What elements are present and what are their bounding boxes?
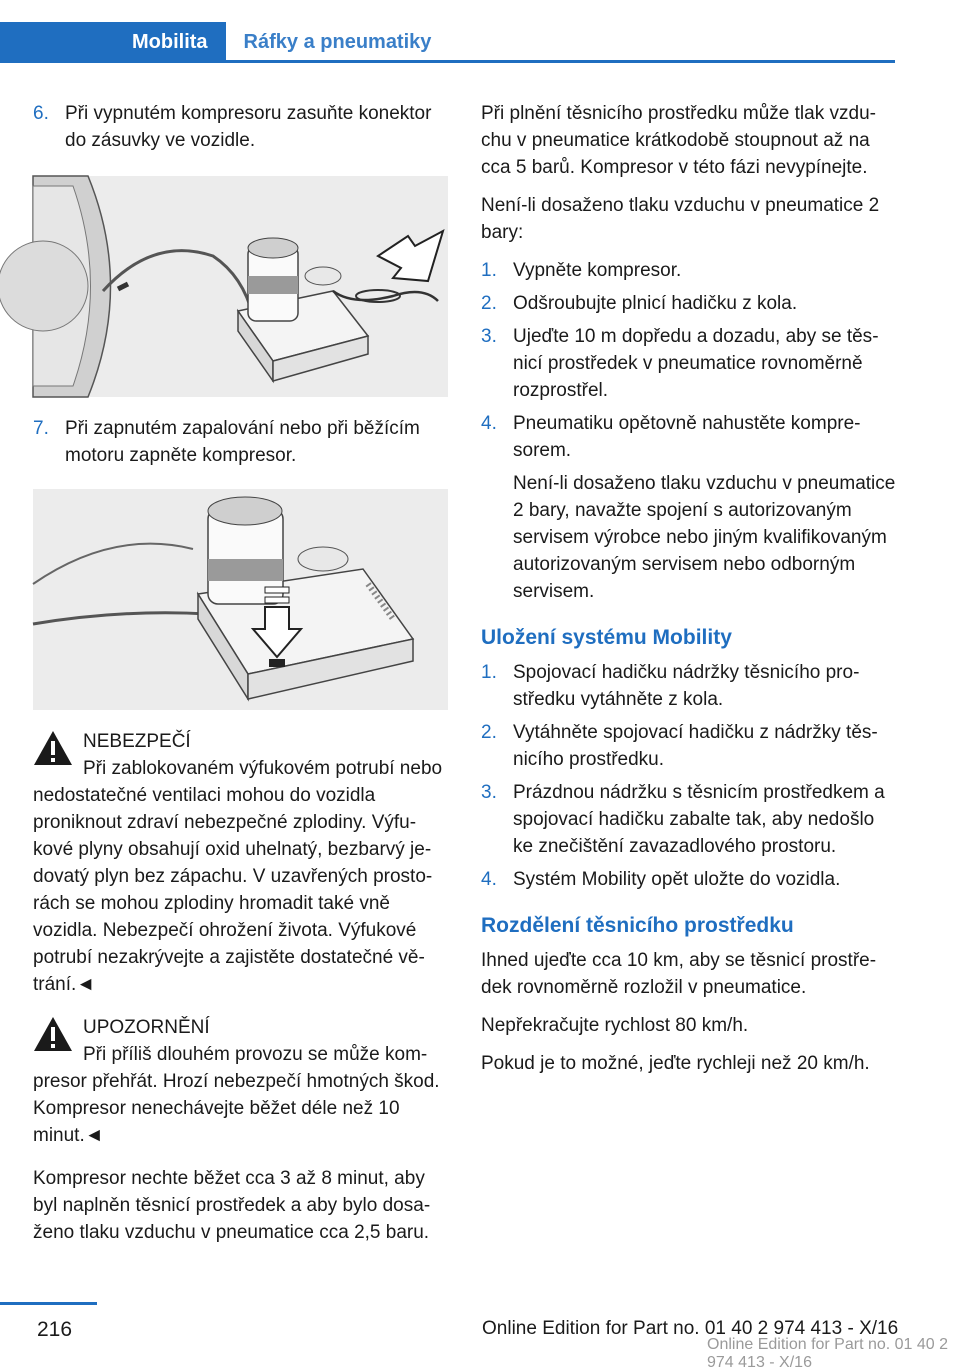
- step-text: Pneumatiku opětovně nahustěte kompresorem.: [513, 413, 861, 461]
- left-column: [33, 100, 448, 1257]
- step-text: Při zapnutém zapalování nebo při běžícím motoru zapněte kompresor.: [65, 418, 420, 466]
- step-number: 1.: [481, 260, 497, 281]
- warning-title: NEBEZPEČÍ: [83, 731, 191, 752]
- chapter-tab: Ráfky a pneumatiky: [243, 31, 432, 53]
- watermark: Online Edition for Part no. 01 40 2 974 413 - X/16: [707, 1336, 949, 1371]
- step-number: 4.: [481, 869, 497, 890]
- warning-text: Při příliš dlouhém provozu se může kompresor přehřát. Hrozí nebezpečí hmotných škod. Kompresor nenechávejte běžet déle než 10 minut.◄: [33, 1044, 440, 1146]
- list-item: [481, 719, 896, 773]
- list-item: [481, 257, 896, 284]
- step-number: 2.: [481, 293, 497, 314]
- list-item: [481, 290, 896, 317]
- heading-storage: Uložení systému Mobility: [481, 626, 732, 649]
- service-note: Není-li dosaženo tlaku vzduchu v pneumatice 2 bary, navažte spojení s autorizovaným servisem výrobce nebo jiným kvalifikovaným autorizovaným servisem nebo odborným servisem.: [513, 473, 896, 602]
- step-number: 3.: [481, 326, 497, 347]
- distribution-paragraph-3: Pokud je to možné, jeďte rychleji než 20 km/h.: [481, 1053, 870, 1074]
- step-text: Ujeďte 10 m dopředu a dozadu, aby se těsnicí prostředek v pneumatice rovnoměrně rozprostřel.: [513, 326, 879, 401]
- step-text: Vytáhněte spojovací hadičku z nádržky těsnicího prostředku.: [513, 722, 878, 770]
- distribution-paragraph-1: Ihned ujeďte cca 10 km, aby se těsnicí prostředek rovnoměrně rozložil v pneumatice.: [481, 950, 877, 998]
- footer-rule: [0, 1302, 97, 1305]
- step-number: 7.: [33, 418, 49, 439]
- step-text: Systém Mobility opět uložte do vozidla.: [513, 869, 841, 890]
- step-number: 3.: [481, 782, 497, 803]
- step-text: Vypněte kompresor.: [513, 260, 682, 281]
- step-text: Prázdnou nádržku s těsnicím prostředkem a spojovací hadičku zabalte tak, aby nedošlo ke znečištění zavazadlového prostoru.: [513, 782, 885, 857]
- step-6: [33, 100, 448, 154]
- warning-title: UPOZORNĚNÍ: [83, 1017, 210, 1038]
- heading-distribution: Rozdělení těsnicího prostředku: [481, 914, 794, 937]
- steps-list-refill: [481, 257, 896, 464]
- step-text: Spojovací hadičku nádržky těsnicího prostředku vytáhněte z kola.: [513, 662, 860, 710]
- condition-paragraph: Není-li dosaženo tlaku vzduchu v pneumatice 2 bary:: [481, 195, 880, 243]
- figure-compressor-connected: [33, 176, 448, 397]
- step-number: 2.: [481, 722, 497, 743]
- list-item: [481, 779, 896, 860]
- right-column: [481, 100, 896, 1088]
- warning-danger: [33, 728, 448, 998]
- section-tab: Mobilita: [0, 22, 226, 62]
- distribution-paragraph-2: Nepřekračujte rychlost 80 km/h.: [481, 1015, 749, 1036]
- page-number: 216: [37, 1318, 73, 1341]
- list-item: [481, 410, 896, 464]
- intro-paragraph: Při plnění těsnicího prostředku může tlak vzduchu v pneumatice krátkodobě stoupnout až na cca 5 barů. Kompresor v této fázi nevypínejte.: [481, 103, 876, 178]
- list-item: [481, 866, 896, 893]
- step-number: 6.: [33, 103, 49, 124]
- header-rule: [0, 60, 895, 63]
- step-text: Při vypnutém kompresoru zasuňte konektor do zásuvky ve vozidle.: [65, 103, 432, 151]
- warning-text: Při zablokovaném výfukovém potrubí nebo nedostatečné ventilaci mohou do vozidla proniknout zdraví nebezpečné zplodiny. Výfukové plyny obsahují oxid uhelnatý, bezbarvý jedovatý plyn bez zápachu. V uzavřených prostorách se mohou zplodiny hromadit také vně vozidla. Nebezpečí ohrožení života. Výfukové potrubí nezakrývejte a zajistěte dostatečné větrání.◄: [33, 758, 443, 995]
- step-text: Odšroubujte plnicí hadičku z kola.: [513, 293, 798, 314]
- closing-paragraph: Kompresor nechte běžet cca 3 až 8 minut, aby byl naplněn těsnicí prostředek a aby bylo dosaženo tlaku vzduchu v pneumatice cca 2,5 baru.: [33, 1168, 431, 1243]
- step-7: [33, 415, 448, 469]
- step-number: 4.: [481, 413, 497, 434]
- running-header: [0, 22, 895, 62]
- step-number: 1.: [481, 662, 497, 683]
- warning-triangle-icon: [33, 1016, 73, 1052]
- edition-line: Online Edition for Part no. 01 40 2 974 413 - X/16: [482, 1318, 899, 1339]
- steps-list-storage: [481, 659, 896, 893]
- warning-caution: [33, 1014, 448, 1149]
- list-item: [481, 323, 896, 404]
- figure-compressor-switch: [33, 489, 448, 710]
- list-item: [481, 659, 896, 713]
- warning-triangle-icon: [33, 730, 73, 766]
